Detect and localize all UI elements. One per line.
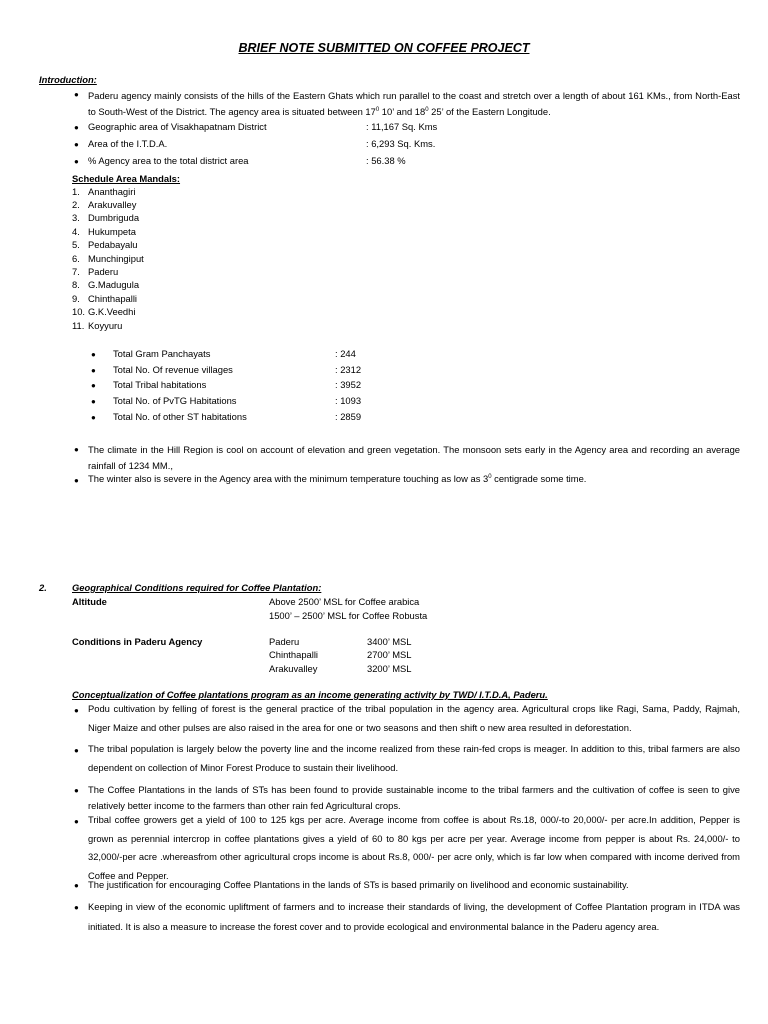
- condition-msl: 3400’ MSL: [367, 636, 412, 647]
- section-heading: Geographical Conditions required for Coffee Plantation:: [72, 582, 322, 593]
- bullet-icon: ●: [91, 350, 96, 359]
- total-label: Total Tribal habitations: [113, 379, 207, 390]
- bullet-icon: ●: [74, 786, 79, 795]
- total-value: : 2859: [335, 411, 362, 422]
- list-item: 10. G.K.Veedhi: [72, 306, 136, 317]
- total-label: Total Gram Panchayats: [113, 348, 211, 359]
- altitude-value: Above 2500’ MSL for Coffee arabica: [269, 596, 420, 607]
- conditions-label: Conditions in Paderu Agency: [72, 636, 203, 647]
- concept-paragraph: Keeping in view of the economic upliftment of farmers and to increase their standards of living, the development of Coffee Plantation program in ITDA was initiated. It is also a measure to increase the forest cover and to provide ecological and environmental balance in the Paderu agency area.: [88, 901, 740, 932]
- winter-paragraph: The winter also is severe in the Agency area with the minimum temperature touching as low as $3^0$ centigrade some time.: [88, 473, 587, 484]
- bullet-icon: ●: [74, 881, 79, 890]
- stat-label: Area of the I.T.D.A.: [88, 138, 168, 149]
- total-label: Total No. of PvTG Habitations: [113, 395, 237, 406]
- stat-label: % Agency area to the total district area: [88, 155, 249, 166]
- altitude-value: 1500’ – 2500’ MSL for Coffee Robusta: [269, 610, 428, 621]
- concept-paragraph: The tribal population is largely below the poverty line and the income realized from these rain-fed crops is meager. In addition to this, tribal farmers are also dependent on collection of Minor Forest Produce to sustain their livelihood.: [88, 743, 740, 773]
- condition-place: Chinthapalli: [269, 649, 318, 660]
- stat-label: Geographic area of Visakhapatnam District: [88, 121, 267, 132]
- bullet-icon: ●: [91, 366, 96, 375]
- climate-paragraph: The climate in the Hill Region is cool on account of elevation and green vegetation. The monsoon sets early in the Agency area and recording an average rainfall of 1234 MM.,: [88, 444, 740, 471]
- stat-value: : 56.38 %: [366, 155, 406, 166]
- stat-value: : 6,293 Sq. Kms.: [366, 138, 436, 149]
- bullet-icon: ●: [91, 397, 96, 406]
- concept-paragraph: The Coffee Plantations in the lands of STs has been found to provide sustainable income to the tribal farmers and the cultivation of coffee is seen to give relatively better income to the farmers than other rain fed Agricultural crops.: [88, 784, 740, 811]
- bullet-icon: ●: [91, 413, 96, 422]
- bullet-icon: ●: [74, 817, 79, 826]
- condition-msl: 3200’ MSL: [367, 663, 412, 674]
- list-item: 1. Ananthagiri: [72, 186, 136, 197]
- bullet-icon: ●: [74, 445, 79, 454]
- total-value: : 3952: [335, 379, 362, 390]
- list-item: 6. Munchingiput: [72, 253, 144, 264]
- total-value: : 2312: [335, 364, 362, 375]
- section-number: 2.: [39, 582, 47, 593]
- concept-paragraph: Tribal coffee growers get a yield of 100 to 125 kgs per acre. Average income from coffee is about Rs.18, 000/-to 20,000/- per acre.In addition, Pepper is grown as perennial intercrop in coffee plantations gives a yield of 60 to 80 kgs per acre per year. Average income from pepper is about Rs. 24,000/- to 32,000/-per acre .whereasfrom other agricultural crops income is about Rs.8, 000/- per acre only, which is far low when compared with income derived from Coffee and Pepper.: [88, 814, 740, 881]
- total-label: Total No. of other ST habitations: [113, 411, 247, 422]
- bullet-icon: ●: [74, 746, 79, 755]
- concept-paragraph: Podu cultivation by felling of forest is the general practice of the tribal population in the agency area. Agricultural crops like Ragi, Sama, Paddy, Rajmah, Niger Maize and other pulses are also raised in the area for one or two seasons and then shift o new area resulted in deforestation.: [88, 703, 740, 733]
- bullet-icon: ●: [74, 476, 79, 485]
- condition-place: Paderu: [269, 636, 300, 647]
- list-item: 5. Pedabayalu: [72, 239, 138, 250]
- bullet-icon: ●: [91, 381, 96, 390]
- introduction-paragraph: Paderu agency mainly consists of the hills of the Eastern Ghats which run parallel to the coast and stretch over a length of about 161 KMs., from North-East to South-West of the District. The agency area is situated between $17^0$ 10’ and $18^0$ 25’ of the Eastern Longitude.: [88, 90, 740, 117]
- document-title: BRIEF NOTE SUBMITTED ON COFFEE PROJECT: [238, 41, 530, 55]
- list-item: 11. Koyyuru: [72, 320, 123, 331]
- condition-place: Arakuvalley: [269, 663, 318, 674]
- altitude-label: Altitude: [72, 596, 107, 607]
- bullet-icon: ●: [74, 140, 79, 149]
- list-item: 3. Dumbriguda: [72, 212, 140, 223]
- bullet-icon: ●: [74, 706, 79, 715]
- list-item: 8. G.Madugula: [72, 279, 140, 290]
- list-item: 7. Paderu: [72, 266, 119, 277]
- bullet-icon: ●: [74, 903, 79, 912]
- bullet-icon: ●: [74, 90, 79, 99]
- stat-value: : 11,167 Sq. Kms: [366, 121, 438, 132]
- list-item: 9. Chinthapalli: [72, 293, 137, 304]
- total-value: : 1093: [335, 395, 362, 406]
- bullet-icon: ●: [74, 123, 79, 132]
- total-value: : 244: [335, 348, 356, 359]
- bullet-icon: ●: [74, 157, 79, 166]
- list-item: 4. Hukumpeta: [72, 226, 136, 237]
- mandals-heading: Schedule Area Mandals:: [72, 173, 181, 184]
- total-label: Total No. Of revenue villages: [113, 364, 233, 375]
- list-item: 2. Arakuvalley: [72, 199, 137, 210]
- concept-heading: Conceptualization of Coffee plantations program as an income generating activity by TWD/ I.T.D.A, Paderu.: [72, 689, 548, 700]
- introduction-heading: Introduction:: [39, 74, 97, 85]
- condition-msl: 2700’ MSL: [367, 649, 412, 660]
- concept-paragraph: The justification for encouraging Coffee Plantations in the lands of STs is based primarily on livelihood and economic sustainability.: [88, 879, 629, 890]
